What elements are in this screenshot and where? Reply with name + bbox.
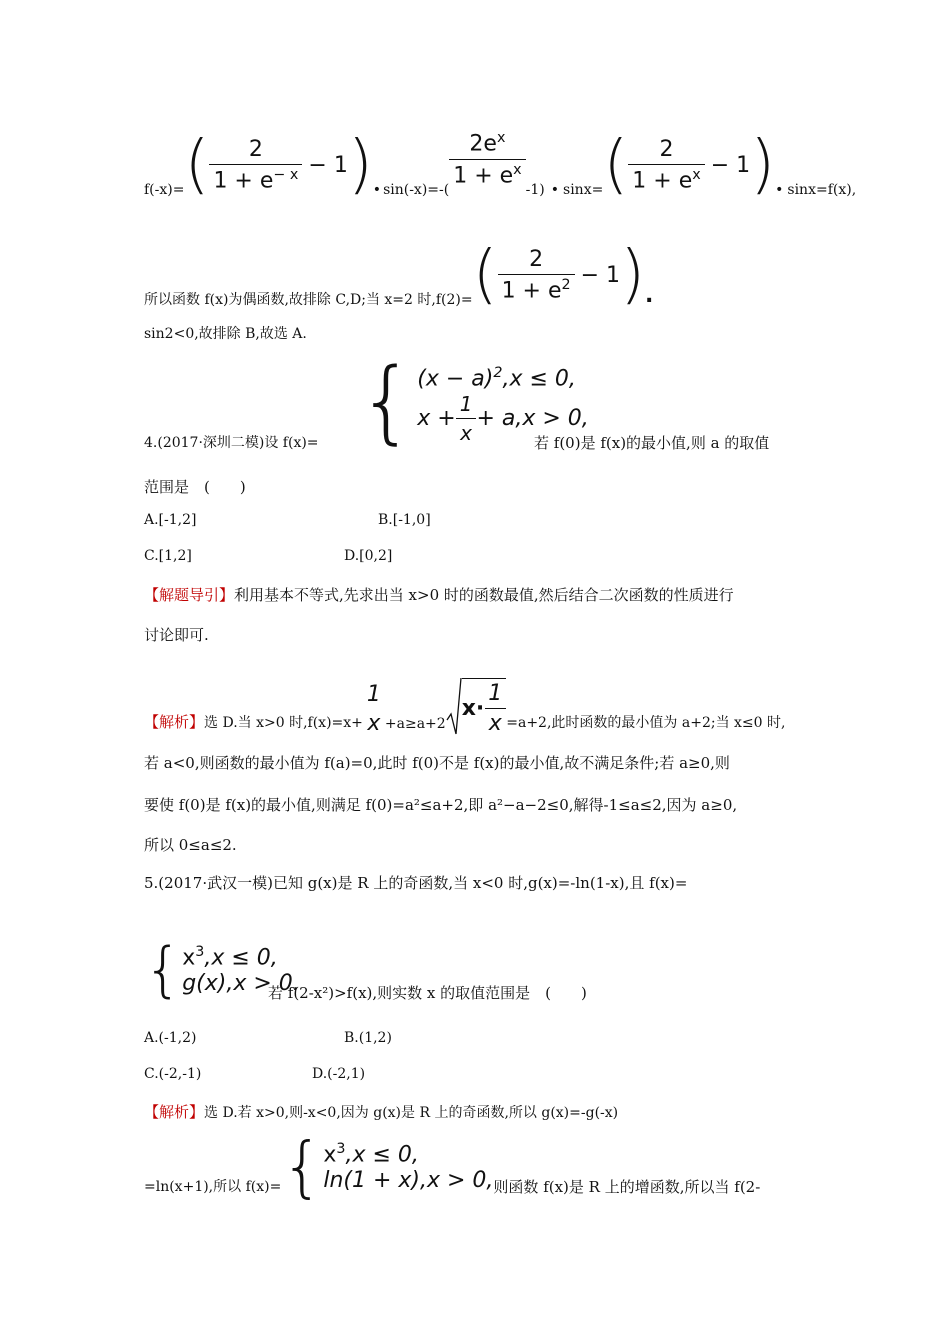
sinx-eq: sinx= — [563, 182, 604, 198]
q4-option-a: A.[-1,2] — [144, 512, 197, 528]
q4-piecewise: { $(x - a)^2,x \le 0$, x + $\frac{1}{x}$ + a,x > 0, — [358, 349, 589, 454]
q4-analysis-line: 【解析】 选 D.当 x>0 时,f(x)=x+ 1 x +a≥a+2 x· $\frac{1}{x}$ =a+2,此时函数的最小值为 a+2;当 x≤0 时, — [144, 662, 785, 732]
fraction-f2: $\frac{2}{1 + e^2}$ — [498, 247, 575, 303]
fraction-2: $\frac{2e^x}{1 + e^x}$ — [449, 130, 525, 188]
sqrt-body: x· $\frac{1}{x}$ — [462, 678, 507, 736]
fraction-3: $\frac{2}{1 + e^x}$ — [628, 137, 704, 193]
fx-neg-label: f(-x)= — [144, 182, 185, 198]
q5-suffix: 若 f(2-x²)>f(x),则实数 x 的取值范围是 ( ) — [268, 984, 587, 1002]
q4-analysis-c: 所以 0≤a≤2. — [144, 836, 237, 854]
q4-option-b: B.[-1,0] — [378, 512, 431, 528]
q5-analysis-line2: =ln(x+1),所以 f(x)= { $x^3,x \le 0$, ln(1 + x),x > 0, 则函数 f(x)是 R 上的增函数,所以当 f(2- — [144, 1128, 761, 1205]
tail-end: sinx=f(x), — [787, 182, 857, 198]
fraction-1: $\frac{2}{1 + e^{- x}}$ — [209, 137, 302, 193]
q5-option-b: B.(1,2) — [344, 1030, 392, 1046]
q4-guide2: 讨论即可. — [144, 626, 209, 644]
sin-neg: sin(-x)=-( — [383, 182, 450, 198]
q4-prefix: 4.(2017·深圳二模)设 f(x)= — [144, 435, 319, 451]
q5-analysis: 【解析】选 D.若 x>0,则-x<0,因为 g(x)是 R 上的奇函数,所以 g(x)=-g(-x) — [144, 1103, 619, 1121]
guide-tag: 【解题导引】 — [144, 586, 235, 604]
analysis-tag: 【解析】 — [144, 713, 205, 731]
block2-text: 所以函数 f(x)为偶函数,故排除 C,D;当 x=2 时,f(2)= — [144, 292, 473, 308]
block2-line2: sin2<0,故排除 B,故选 A. — [144, 326, 307, 342]
minus-one: − 1 — [308, 152, 348, 178]
tail-2: -1) — [525, 182, 545, 198]
analysis-fraction: 1 x — [366, 682, 381, 736]
q4-suffix: 若 f(0)是 f(x)的最小值,则 a 的取值 — [534, 434, 770, 452]
left-brace: { — [358, 349, 416, 454]
block1-line: f(-x)= ( $\frac{2}{1 + e^{- x}}$ − 1 ) • sin(-x)=-( $\frac{2e^x}{1 + e^x}$ -1) • sinx= ( $\frac{2}{1 + e^x}$ − 1 ) • sinx=f(x), — [144, 128, 857, 202]
q5-option-d: D.(-2,1) — [312, 1066, 366, 1082]
block2-line: 所以函数 f(x)为偶函数,故排除 C,D;当 x=2 时,f(2)= ( $\frac{2}{1 + e^2}$ − 1 ) . — [144, 238, 654, 312]
q4-guide: 【解题导引】利用基本不等式,先求出当 x>0 时的函数最值,然后结合二次函数的性质进行 — [144, 586, 734, 604]
q5-option-c: C.(-2,-1) — [144, 1066, 202, 1082]
q5-option-a: A.(-1,2) — [144, 1030, 197, 1046]
q4-option-d: D.[0,2] — [344, 548, 393, 564]
open-paren: ( — [184, 128, 210, 202]
q4-option-c: C.[1,2] — [144, 548, 192, 564]
q5-line1: 5.(2017·武汉一模)已知 g(x)是 R 上的奇函数,当 x<0 时,g(x)=-ln(1-x),且 f(x)= — [144, 874, 688, 892]
close-paren: ) — [347, 128, 373, 202]
sqrt-sign — [446, 676, 462, 736]
q5-piecewise: { $x^3,x \le 0$, g(x),x > 0. — [144, 935, 300, 1005]
q4-analysis-b: 要使 f(0)是 f(x)的最小值,则满足 f(0)=a²≤a+2,即 a²−a−2≤0,解得-1≤a≤2,因为 a≥0, — [144, 796, 738, 814]
q4-analysis-a: 若 a<0,则函数的最小值为 f(a)=0,此时 f(0)不是 f(x)的最小值,故不满足条件;若 a≥0,则 — [144, 754, 730, 772]
q4-line2: 范围是 ( ) — [144, 478, 246, 496]
